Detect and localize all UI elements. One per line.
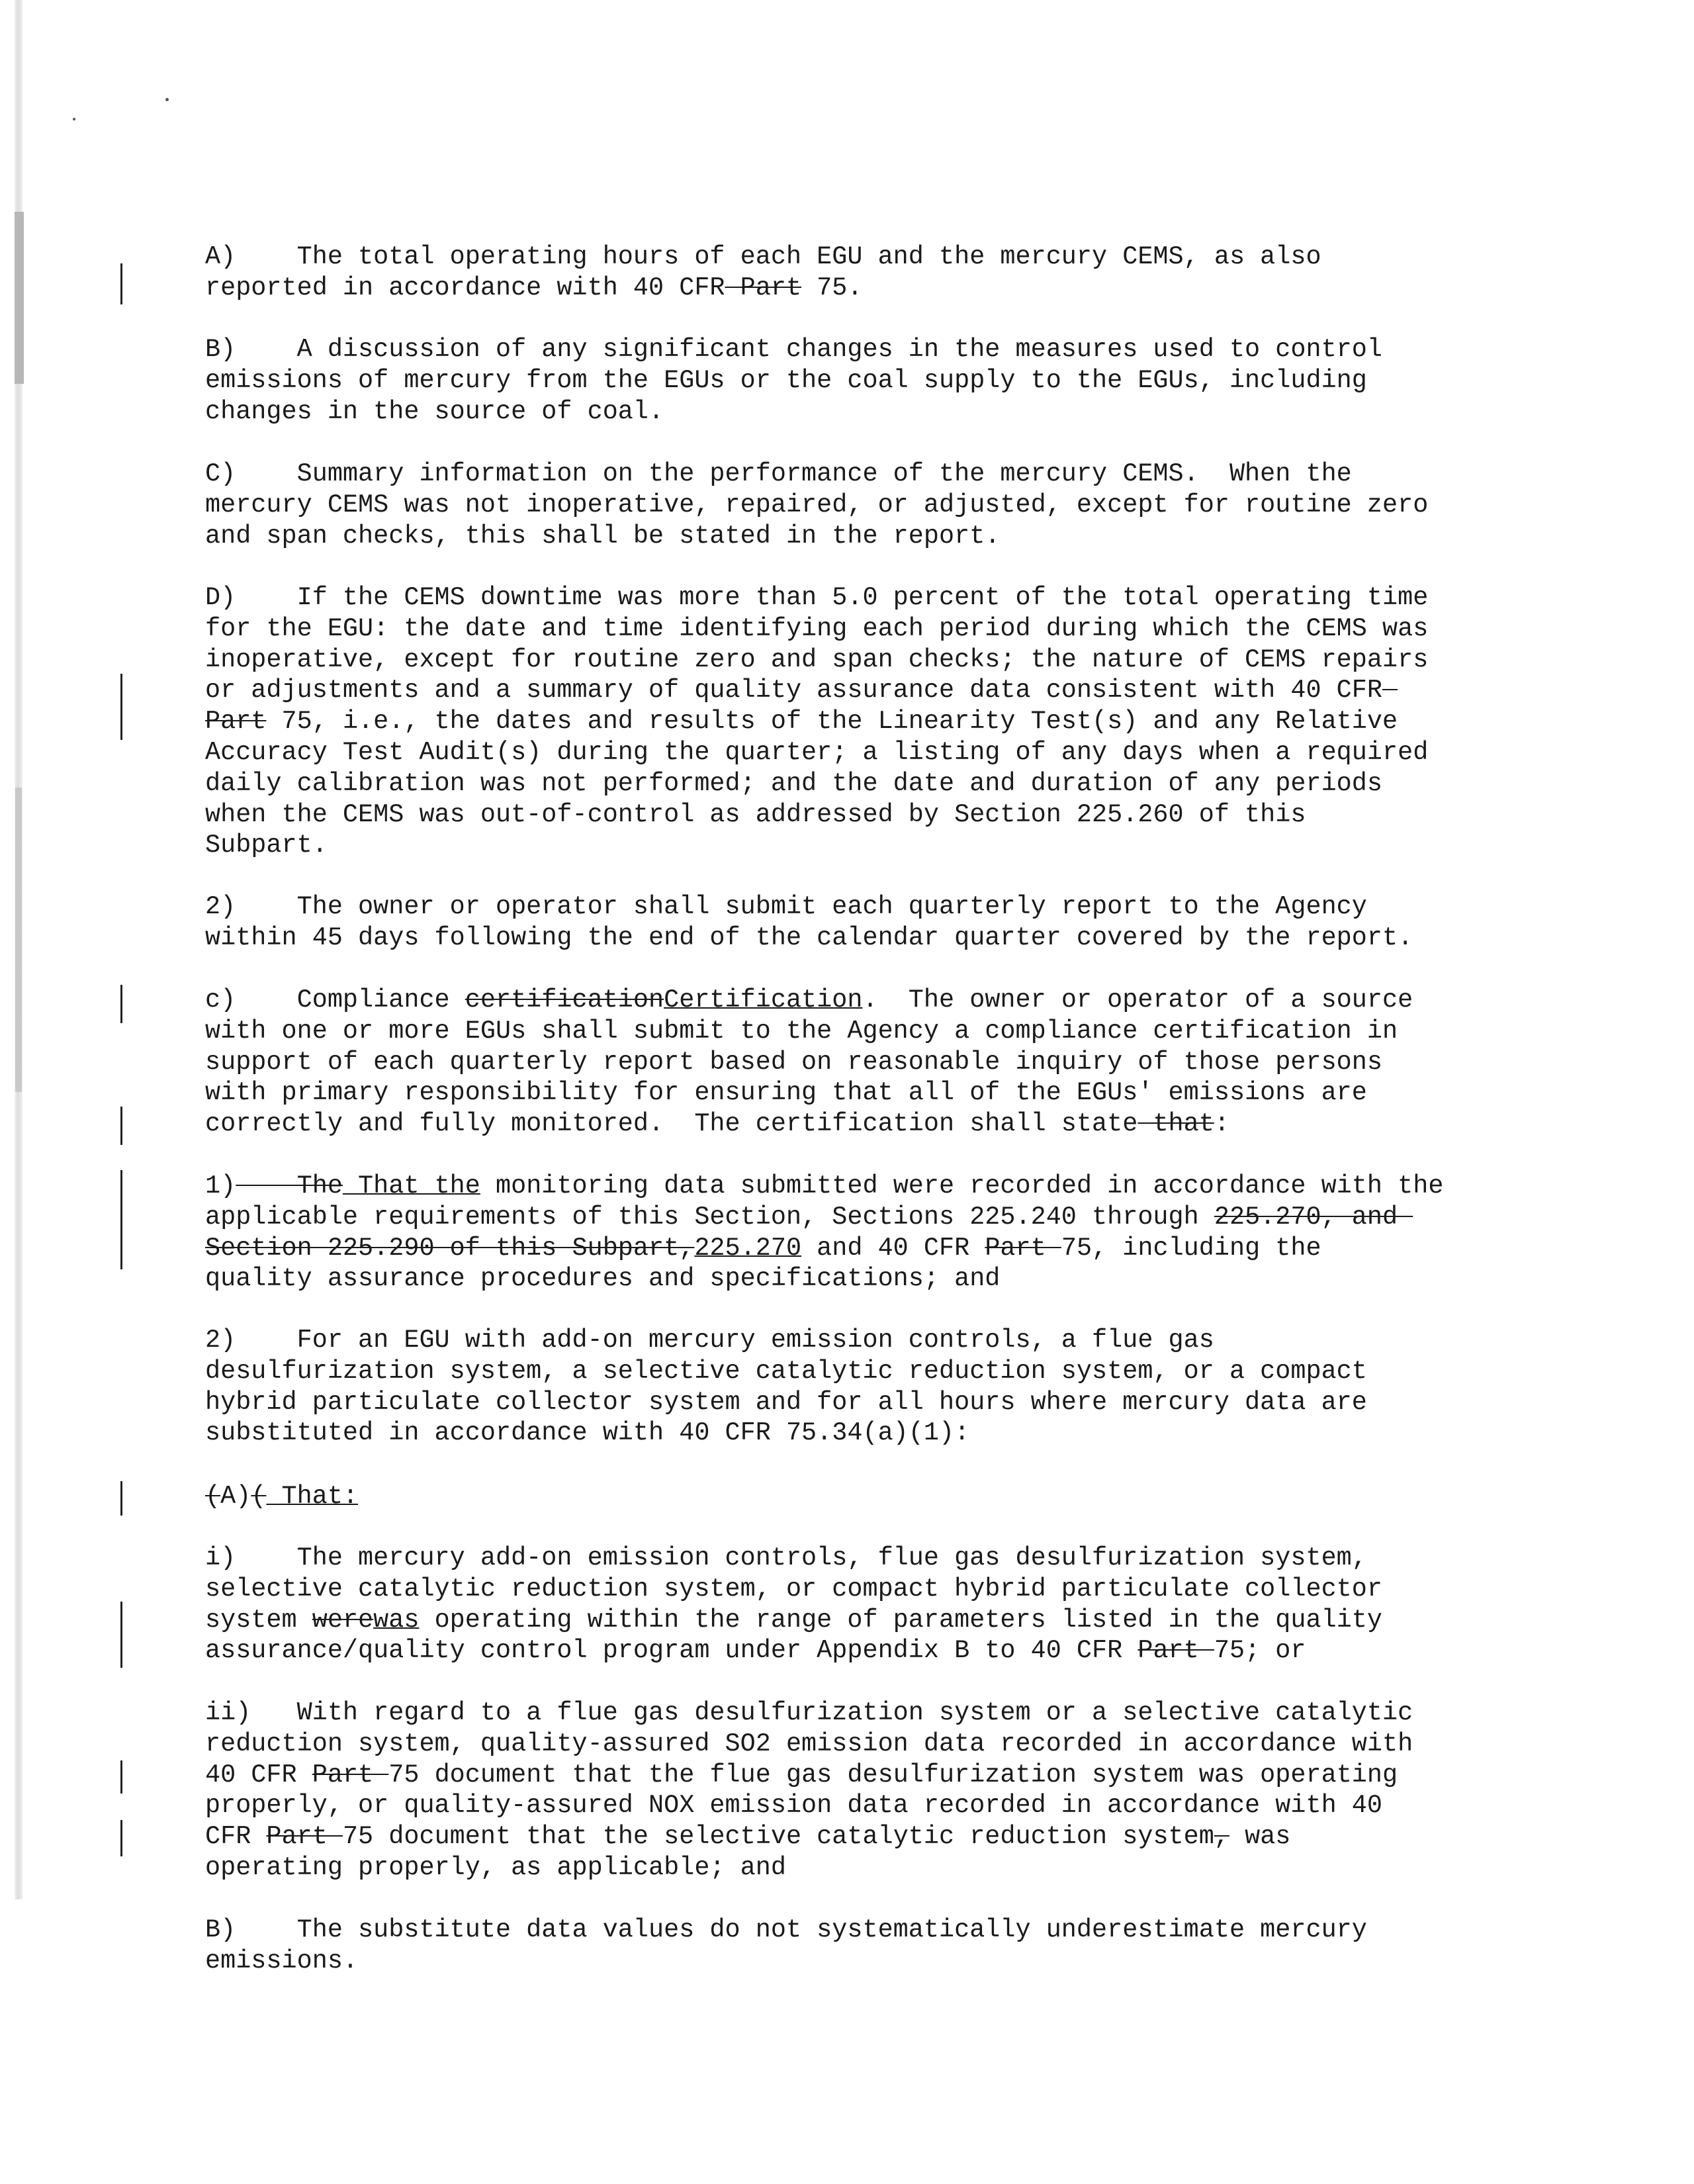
text-line (205, 1852, 1555, 1884)
revision-bar (120, 263, 122, 304)
deleted-text (1382, 676, 1398, 705)
deleted-text: Part (725, 273, 802, 302)
deleted-text: The (236, 1171, 343, 1201)
deleted-text: Part (1137, 1636, 1214, 1666)
text-line (205, 1915, 1555, 1946)
text-run: when the CEMS was out-of-control as addressed by Section 225.260 of this (205, 799, 1306, 829)
text-line (205, 1946, 1555, 1977)
text-line (205, 1171, 1555, 1202)
text-run: 75; or (1214, 1636, 1306, 1666)
text-run: operating properly, as applicable; and (205, 1852, 786, 1882)
text-line (205, 459, 1555, 490)
text-line (205, 891, 1555, 923)
text-line (205, 1543, 1555, 1574)
paragraph-1-monitoring-data (205, 1171, 1555, 1295)
deleted-text: were (312, 1605, 374, 1635)
text-run: emissions. (205, 1946, 359, 1976)
paragraph-b-significant-changes (205, 334, 1555, 427)
text-line (205, 923, 1555, 954)
deleted-text: Part (312, 1760, 389, 1790)
text-line (205, 1605, 1555, 1636)
revision-bar (120, 674, 122, 740)
text-run: with one or more EGUs shall submit to the Agency a compliance certification in (205, 1016, 1398, 1046)
revision-bar (120, 1820, 122, 1856)
text-run: mercury CEMS was not inoperative, repaired, or adjusted, except for routine zero (205, 490, 1429, 520)
inserted-text: That: (266, 1482, 359, 1511)
text-run: C) Summary information on the performance of the mercury CEMS. When the (205, 459, 1352, 488)
text-line (205, 521, 1555, 552)
inserted-text: 225.270 (694, 1233, 802, 1263)
inserted-text: was (373, 1605, 420, 1635)
deleted-text: , (1214, 1822, 1229, 1852)
text-run: operating within the range of parameters listed in the quality (419, 1605, 1383, 1635)
text-run: quality assurance procedures and specifications; and (205, 1264, 1001, 1294)
paragraph-2-quarterly-report (205, 891, 1555, 954)
text-run: B) A discussion of any significant changes in the measures used to control (205, 335, 1382, 364)
text-run: 75, i.e., the dates and results of the Linearity Test(s) and any Relative (266, 707, 1398, 737)
text-line (205, 830, 1555, 861)
text-line (205, 582, 1555, 614)
text-run: hybrid particulate collector system and for all hours where mercury data are (205, 1387, 1367, 1417)
text-run: assurance/quality control program under Appendix B to 40 CFR (205, 1636, 1138, 1666)
revision-bar (120, 1602, 122, 1668)
text-line (205, 1202, 1555, 1233)
text-run: 1) (205, 1171, 236, 1201)
text-run: 2) The owner or operator shall submit each quarterly report to the Agency (205, 892, 1367, 921)
text-run: CFR (205, 1822, 267, 1852)
inserted-text: That the (342, 1171, 480, 1201)
text-run: A) The total operating hours of each EGU and the mercury CEMS, as also (205, 242, 1321, 271)
text-line (205, 675, 1555, 706)
revision-bar (120, 1170, 122, 1269)
text-run: selective catalytic reduction system, or compact hybrid particulate collector (205, 1574, 1382, 1604)
text-run: within 45 days following the end of the calendar quarter covered by the report. (205, 923, 1413, 952)
text-run: 2) For an EGU with add-on mercury emission controls, a flue gas (205, 1326, 1214, 1355)
deleted-text: ( (205, 1482, 221, 1511)
text-run: reported in accordance with 40 CFR (205, 273, 725, 302)
scan-edge-shadow-lower (15, 788, 22, 1092)
text-line (205, 273, 1555, 304)
text-run: applicable requirements of this Section, Sections 225.240 through (205, 1202, 1214, 1232)
text-run: inoperative, except for routine zero and span checks; the nature of CEMS repairs (205, 645, 1429, 674)
text-line (205, 1016, 1555, 1047)
text-run: daily calibration was not performed; and the date and duration of any periods (205, 768, 1382, 798)
paragraph-b-substitute-data (205, 1915, 1555, 1977)
text-line (205, 1790, 1555, 1821)
text-line (205, 1077, 1555, 1109)
text-line (205, 242, 1555, 273)
text-run: and 40 CFR (801, 1233, 985, 1263)
text-line (205, 1481, 1555, 1512)
text-run: monitoring data submitted were recorded in accordance with the (480, 1171, 1444, 1201)
text-run: and span checks, this shall be stated in the report. (205, 521, 1001, 551)
paragraph-a-operating-hours (205, 242, 1555, 304)
text-run: D) If the CEMS downtime was more than 5.0 percent of the total operating time (205, 583, 1429, 612)
text-run: 75. (801, 273, 863, 302)
inserted-text: Certification (664, 985, 863, 1015)
text-run: changes in the source of coal. (205, 396, 664, 426)
paragraph-ii-emission-data (205, 1698, 1555, 1884)
text-line (205, 490, 1555, 521)
text-line (205, 768, 1555, 799)
deleted-text: Part (985, 1233, 1061, 1263)
paragraph-i-controls-operating (205, 1543, 1555, 1666)
scan-speck (73, 118, 75, 120)
text-line (205, 1356, 1555, 1387)
text-run: correctly and fully monitored. The certification shall state (205, 1109, 1138, 1139)
text-line (205, 1263, 1555, 1295)
revision-bar (120, 1481, 122, 1516)
revision-bar (120, 985, 122, 1023)
text-run: with primary responsibility for ensuring that all of the EGUs' emissions are (205, 1078, 1367, 1108)
deleted-text: ( (251, 1482, 267, 1511)
text-run: substituted in accordance with 40 CFR 75.34(a)(1): (205, 1418, 970, 1448)
text-line (205, 1821, 1555, 1852)
text-run: . The owner or operator of a source (862, 985, 1413, 1015)
scan-edge-shadow-upper (15, 212, 24, 384)
text-run: emissions of mercury from the EGUs or the coal supply to the EGUs, including (205, 365, 1367, 395)
text-run: properly, or quality-assured NOX emission data recorded in accordance with 40 (205, 1791, 1382, 1821)
deleted-text: Section 225.290 of this Subpart, (205, 1233, 695, 1263)
text-line (205, 645, 1555, 676)
text-run: : (1214, 1109, 1229, 1139)
text-run: i) The mercury add-on emission controls, flue gas desulfurization system, (205, 1543, 1367, 1572)
scan-speck (165, 98, 169, 101)
text-line (205, 334, 1555, 365)
text-line (205, 1574, 1555, 1605)
text-line (205, 614, 1555, 645)
paragraph-c-cems-performance (205, 459, 1555, 551)
deleted-text: 225.270, and (1214, 1202, 1413, 1232)
revision-bar (120, 1760, 122, 1794)
text-line (205, 1047, 1555, 1078)
text-line (205, 1698, 1555, 1729)
text-line (205, 1325, 1555, 1356)
paragraph-c-compliance-certification (205, 985, 1555, 1140)
text-run: 40 CFR (205, 1760, 312, 1790)
text-line (205, 1760, 1555, 1791)
text-run: 75 document that the flue gas desulfurization system was operating (388, 1760, 1398, 1790)
text-run: ii) With regard to a flue gas desulfurization system or a selective catalytic (205, 1698, 1413, 1727)
text-line (205, 1387, 1555, 1418)
paragraph-2-add-on-controls (205, 1325, 1555, 1449)
deleted-text: certification (465, 985, 664, 1015)
paragraph-a-that (205, 1481, 1555, 1512)
text-run: Accuracy Test Audit(s) during the quarter; a listing of any days when a required (205, 737, 1429, 767)
deleted-text: Part (266, 1822, 343, 1852)
text-run: B) The substitute data values do not systematically underestimate mercury (205, 1915, 1367, 1944)
text-line (205, 799, 1555, 831)
text-run: reduction system, quality-assured SO2 emission data recorded in accordance with (205, 1729, 1413, 1758)
text-run: was (1229, 1822, 1291, 1852)
text-line (205, 396, 1555, 428)
text-run: for the EGU: the date and time identifying each period during which the CEMS was (205, 614, 1429, 643)
text-line (205, 1418, 1555, 1449)
revision-bar (120, 1107, 122, 1145)
text-line (205, 1729, 1555, 1760)
text-run: 75 document that the selective catalytic reduction system (342, 1822, 1214, 1852)
deleted-text: that (1137, 1109, 1214, 1139)
text-run: A) (220, 1482, 251, 1511)
text-line (205, 985, 1555, 1016)
text-line (205, 365, 1555, 396)
text-line (205, 737, 1555, 768)
text-line (205, 1233, 1555, 1264)
text-run: system (205, 1605, 312, 1635)
text-run: support of each quarterly report based on reasonable inquiry of those persons (205, 1047, 1382, 1077)
text-run: 75, including the (1061, 1233, 1321, 1263)
text-run: desulfurization system, a selective catalytic reduction system, or a compact (205, 1356, 1367, 1386)
text-line (205, 1109, 1555, 1140)
text-run: c) Compliance (205, 985, 465, 1015)
paragraph-d-cems-downtime (205, 582, 1555, 861)
deleted-text: Part (205, 707, 267, 737)
text-run: or adjustments and a summary of quality assurance data consistent with 40 CFR (205, 676, 1382, 705)
text-line (205, 706, 1555, 737)
text-run: Subpart. (205, 831, 328, 860)
text-line (205, 1635, 1555, 1666)
